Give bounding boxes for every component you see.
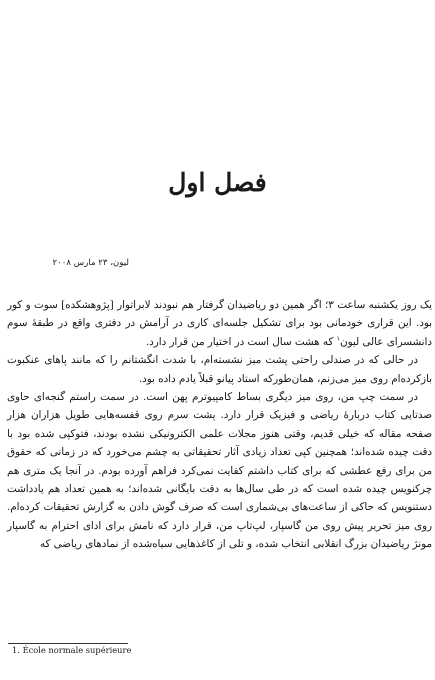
body-text — [7, 296, 432, 554]
paragraph-1 — [7, 296, 432, 351]
paragraph-1-text: یک روز یکشنبه ساعت ۳؛ اگر همین دو ریاضیدان گرفتار هم نبودند لابراتوار [پژوهشکده] سوت و کور بود. این قراری خودمانی بود برای تشکیل جلسه‌ای کاری در آرامش در دفتری واقع در طبقهٔ سوم دانشسرای عالی لیون — [7, 299, 433, 348]
paragraph-1-tail: که هشت سال است در اختیار من قرار دارد. — [145, 335, 337, 348]
footnote-number: 1. — [12, 645, 20, 655]
footnote-text: École normale supérieure — [22, 645, 132, 655]
footnote-divider — [8, 643, 128, 644]
paragraph-2: در حالی که در صندلی راحتی پشت میز نشسته‌ام، با شدت انگشتانم را که مانند پاهای عنکبوت بازکرده‌ام روی میز می‌زنم، همان‌طورکه استاد پیانو قبلاً یادم داده بود. — [7, 354, 432, 385]
footnote-reference[interactable]: ۱ — [336, 334, 341, 343]
footnote — [12, 645, 312, 655]
paragraph-3: در سمت چپ من، روی میز دیگری بساط کامپیوترم پهن است. در سمت راستم گنجه‌ای حاوی صدتایی کتاب دربارهٔ ریاضی و فیزیک قرار دارد. پشت سرم روی قفسه‌هایی طویل هزاران هزار صفحه مقاله که خیلی قدیم، وقتی هنوز مجلات علمی الکترونیکی نشده بودند، فتوکپی شده بود با دقت چیده شده‌اند؛ همچنین کپی تعداد زیادی آثار تحقیقاتی به چشم می‌خورد که در زمانی که حقوق من برای رفع عطشی که برای کتاب داشتم کفایت نمی‌کرد فراهم آورده بودم. در آنجا یک متری هم چرکنویس چیده شده است که در طی سال‌ها به دقت بایگانی شده‌اند؛ به همین تعداد هم یادداشت دستنویس که حاکی از ساعت‌های بی‌شماری است که صرف گوش دادن به گزارش تحقیقات کرده‌ام. روی میز تحریر پیش روی من گاسپار، لپ‌تاپ من، قرار دارد که نامش برای ادای احترام به گاسپار مونژ ریاضیدان بزرگ انقلابی انتخاب شده، و تلی از کاغذهایی سیاه‌شده از نمادهای ریاضی که — [7, 391, 432, 551]
chapter-title: فصل اول — [168, 168, 267, 197]
dateline: لیون، ۲۳ مارس ۲۰۰۸ — [52, 258, 129, 268]
